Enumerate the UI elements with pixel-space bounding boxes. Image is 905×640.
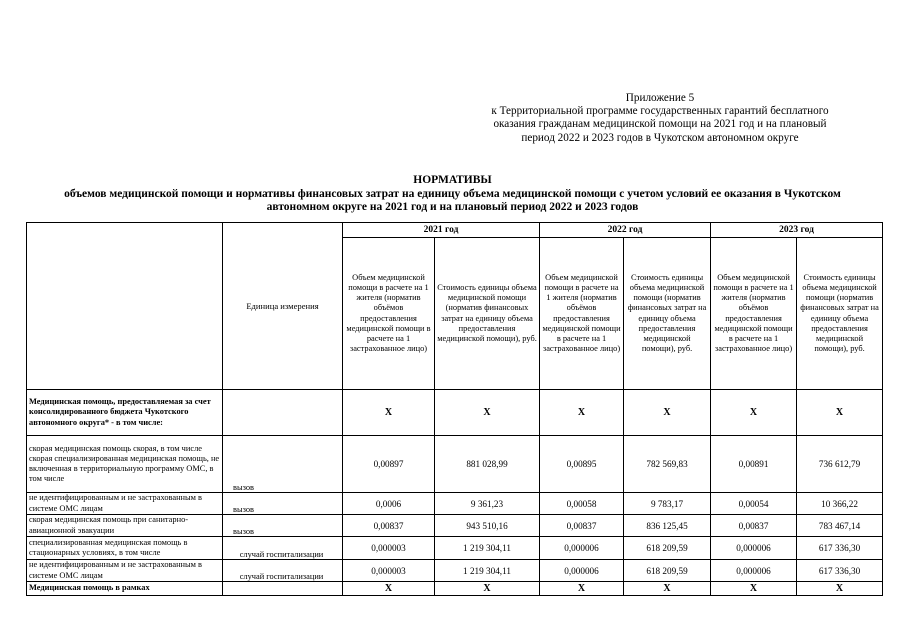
appendix-line-3: оказания гражданам медицинской помощи на 2021 год и на плановый [493,118,827,131]
row-value: 0,00897 [343,436,435,493]
row-label: не идентифицированным и не застрахованным в системе ОМС лицам [27,560,223,582]
row-unit [223,582,343,596]
row-value: Х [711,582,797,596]
table-row [27,493,883,515]
row-value: 617 336,30 [797,537,883,560]
row-value: Х [797,582,883,596]
row-value: 9 361,23 [435,493,540,515]
row-value: 9 783,17 [624,493,711,515]
row-value: Х [343,390,435,436]
norms-table [26,222,883,596]
row-value: Х [435,390,540,436]
row-value: 0,000006 [540,537,624,560]
volume-header-2021: Объем медицинской помощи в расчете на 1 жителя (норматив объёмов предоставления медицинской помощи в расчете на 1 застрахованное лицо) [343,238,435,390]
row-value: Х [540,390,624,436]
row-value: 783 467,14 [797,515,883,537]
appendix-line-2: к Территориальной программе государственных гарантий бесплатного [491,105,829,118]
row-value: 736 612,79 [797,436,883,493]
row-value: 0,00837 [711,515,797,537]
row-value: 943 510,16 [435,515,540,537]
row-value: 881 028,99 [435,436,540,493]
year-2023-header: 2023 год [711,223,883,238]
row-label: Медицинская помощь, предоставляемая за счет консолидированного бюджета Чукотского автономного округа* - в том числе: [27,390,223,436]
row-unit: случай госпитализации [223,537,343,560]
row-value: 0,000003 [343,537,435,560]
row-value: 0,000006 [540,560,624,582]
row-label: специализированная медицинская помощь в стационарных условиях, в том числе [27,537,223,560]
row-label: не идентифицированным и не застрахованным в системе ОМС лицам [27,493,223,515]
row-value: 0,000006 [711,537,797,560]
row-value: 0,00058 [540,493,624,515]
cost-header-2023: Стоимость единицы объема медицинской помощи (норматив финансовых затрат на единицу объема предоставления медицинской помощи), руб. [797,238,883,390]
row-value: 10 366,22 [797,493,883,515]
row-value: 618 209,59 [624,560,711,582]
row-value: Х [540,582,624,596]
volume-header-2023: Объем медицинской помощи в расчете на 1 жителя (норматив объёмов предоставления медицинской помощи в расчете на 1 застрахованное лицо) [711,238,797,390]
year-2022-header: 2022 год [540,223,711,238]
table-row [27,560,883,582]
appendix-line-4: период 2022 и 2023 годов в Чукотском автономном округе [521,131,799,144]
row-value: 0,00837 [540,515,624,537]
row-value: Х [711,390,797,436]
row-value: 1 219 304,11 [435,537,540,560]
row-unit: случай госпитализации [223,560,343,582]
title-main: НОРМАТИВЫ [413,174,492,186]
cost-header-2022: Стоимость единицы объема медицинской помощи (норматив финансовых затрат на единицу объема предоставления медицинской помощи), руб. [624,238,711,390]
row-value: 0,00837 [343,515,435,537]
row-value: 0,000006 [711,560,797,582]
row-value: Х [624,582,711,596]
title-sub-2: автономном округе на 2021 год и на плановый период 2022 и 2023 годов [266,201,639,213]
cost-header-2021: Стоимость единицы объема медицинской помощи (норматив финансовых затрат на единицу объема предоставления медицинской помощи), руб. [435,238,540,390]
row-value: Х [343,582,435,596]
row-value: 618 209,59 [624,537,711,560]
table-body [27,390,883,596]
row-label: скорая медицинская помощь при санитарно-авиационной эвакуации [27,515,223,537]
row-value: Х [435,582,540,596]
header-label-cell [27,223,223,390]
document-title [0,174,905,215]
appendix-block [440,92,880,145]
row-unit: вызов [223,436,343,493]
row-value: 0,00895 [540,436,624,493]
appendix-line-1: Приложение 5 [625,92,695,104]
table-row [27,537,883,560]
title-sub-1: объемов медицинской помощи и нормативы финансовых затрат на единицу объема медицинской помощи с учетом условий ее оказания в Чукотском [64,187,841,200]
volume-header-2022: Объем медицинской помощи в расчете на 1 жителя (норматив объёмов предоставления медицинской помощи в расчете на 1 застрахованное лицо) [540,238,624,390]
table-row [27,390,883,436]
row-value: 0,000003 [343,560,435,582]
row-label: Медицинская помощь в рамках [27,582,223,596]
row-value: 1 219 304,11 [435,560,540,582]
row-value: 617 336,30 [797,560,883,582]
row-label: скорая медицинская помощь скорая, в том числе скорая специализированная медицинская помощь, не включенная в территориальную программу ОМС, в том числе [27,436,223,493]
row-value: 782 569,83 [624,436,711,493]
table-row [27,582,883,596]
row-unit [223,390,343,436]
table-row [27,436,883,493]
table-row [27,515,883,537]
row-value: 0,00054 [711,493,797,515]
row-value: 0,0006 [343,493,435,515]
row-value: 0,00891 [711,436,797,493]
row-value: Х [624,390,711,436]
row-value: Х [797,390,883,436]
year-2021-header: 2021 год [343,223,540,238]
unit-header: Единица измерения [223,223,343,390]
row-unit: вызов [223,493,343,515]
row-value: 836 125,45 [624,515,711,537]
row-unit: вызов [223,515,343,537]
